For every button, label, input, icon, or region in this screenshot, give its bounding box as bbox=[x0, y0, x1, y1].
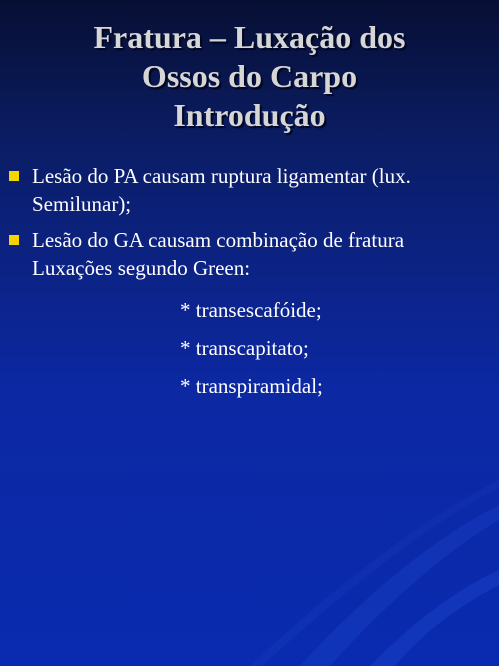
swoosh-band-faint bbox=[250, 480, 499, 666]
bullet-text-line: Lesão do GA causam combinação de fratura bbox=[32, 228, 405, 252]
bullet-item bbox=[0, 226, 499, 282]
bullet-text-line: Luxações segundo Green: bbox=[32, 256, 251, 280]
sub-item: * transcapitato; bbox=[180, 336, 309, 360]
sub-item: * transescafóide; bbox=[180, 298, 322, 322]
sub-item-list bbox=[180, 296, 323, 410]
title-line: Ossos do Carpo bbox=[141, 58, 358, 94]
bullet-list bbox=[0, 162, 499, 290]
title-line: Fratura – Luxação dos bbox=[93, 19, 406, 55]
bullet-item bbox=[0, 162, 499, 218]
title-line: Introdução bbox=[173, 97, 326, 133]
square-bullet-icon bbox=[9, 235, 19, 245]
square-bullet-icon bbox=[9, 171, 19, 181]
bullet-text-line: Semilunar); bbox=[32, 192, 132, 216]
bullet-text-line: Lesão do PA causam ruptura ligamentar (lux. bbox=[32, 164, 411, 188]
slide-title bbox=[0, 18, 499, 135]
sub-item: * transpiramidal; bbox=[180, 374, 323, 398]
